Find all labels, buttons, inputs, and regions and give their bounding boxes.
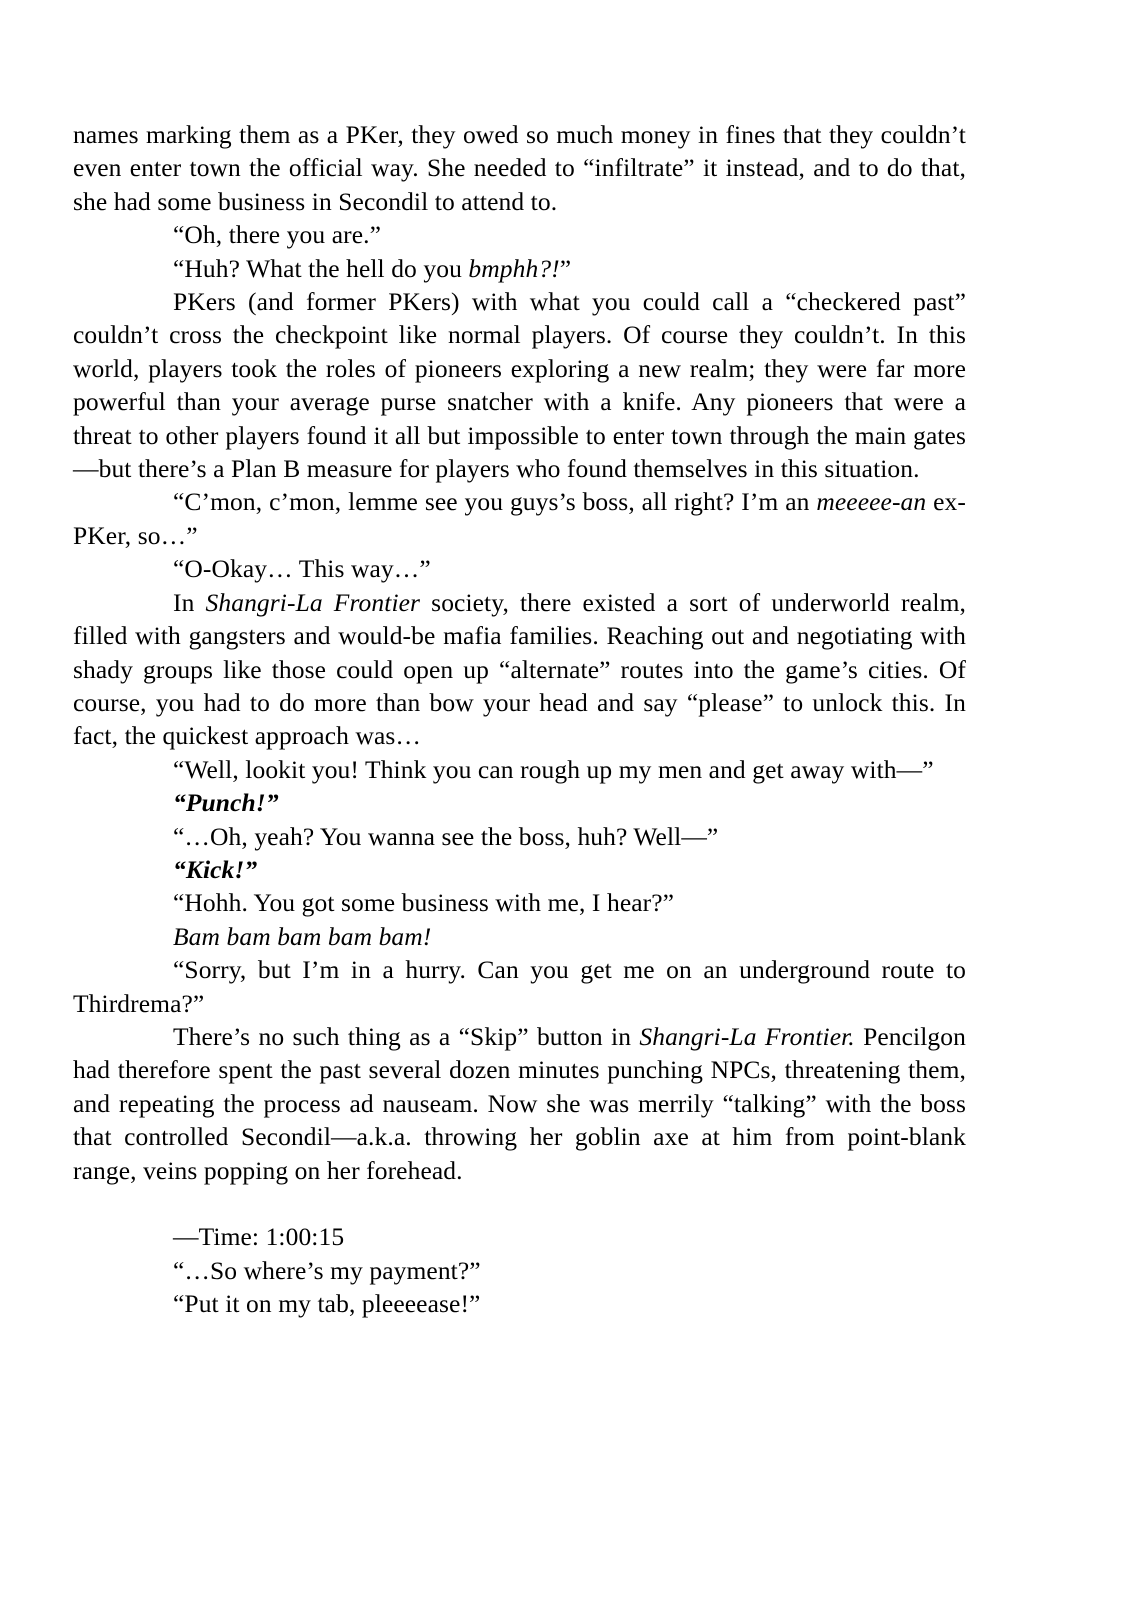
text-run: “…So where’s my payment?” [173, 1255, 481, 1285]
paragraph [73, 252, 966, 285]
text-run: “O-Okay… This way…” [173, 554, 431, 584]
paragraph [73, 586, 966, 753]
text-run: “Oh, there you are.” [173, 220, 382, 250]
paragraph [73, 218, 966, 251]
paragraph [73, 753, 966, 786]
text-run: “Sorry, but I’m in a hurry. Can you get me on an underground route to Thirdrema?” [73, 955, 966, 1018]
paragraph [73, 1254, 966, 1287]
text-run: “Huh? What the hell do you [173, 253, 469, 283]
text-run: “Put it on my tab, pleeeease!” [173, 1289, 481, 1319]
paragraph [73, 485, 966, 552]
text-run: “Hohh. You got some business with me, I hear?” [173, 888, 675, 918]
paragraph [73, 920, 966, 953]
emphasis-italic: bmphh?! [468, 253, 560, 283]
emphasis-bold-italic: “Kick!” [173, 854, 258, 884]
paragraph [73, 118, 966, 218]
paragraph [73, 953, 966, 1020]
text-run: “C’mon, c’mon, lemme see you guys’s boss, all right? I’m an [173, 487, 817, 517]
text-run: Pencilgon had therefore spent the past several dozen minutes punching NPCs, threatening them, and repeating the process ad nauseam. Now she was merrily “talking” with the boss that controlled Secondil—a.k.a. throwing her goblin axe at him from point-blank range, veins popping on her forehead. [73, 1021, 966, 1185]
text-run: ex-PKer, so…” [73, 487, 966, 550]
text-run: There’s no such thing as a “Skip” button in [173, 1021, 640, 1051]
text-run: “Well, lookit you! Think you can rough up my men and get away with—” [173, 754, 934, 784]
emphasis-italic: meeeee-an [816, 487, 927, 517]
page-text-block [73, 118, 966, 1321]
paragraph-spacer [73, 1187, 966, 1220]
emphasis-bold-italic: “Punch!” [173, 788, 279, 818]
paragraph [73, 1220, 966, 1253]
emphasis-italic: Shangri-La Frontier [205, 587, 421, 617]
paragraph [73, 786, 966, 819]
text-run: ” [559, 253, 572, 283]
text-run: PKers (and former PKers) with what you could call a “checkered past” couldn’t cross the checkpoint like normal players. Of course they couldn’t. In this world, players took the roles of pioneers exploring a new realm; they were far more powerful than your average purse snatcher with a knife. Any pioneers that were a threat to other players found it all but impossible to enter town through the main gates—but there’s a Plan B measure for players who found themselves in this situation. [73, 287, 966, 484]
paragraph [73, 1287, 966, 1320]
emphasis-italic: Bam bam bam bam bam! [173, 921, 432, 951]
emphasis-italic: Shangri-La Frontier. [639, 1021, 855, 1051]
paragraph [73, 886, 966, 919]
text-run: —Time: 1:00:15 [173, 1222, 345, 1252]
text-run: society, there existed a sort of underworld realm, filled with gangsters and would-be mafia families. Reaching out and negotiating with shady groups like those could open up “alternate” routes into the game’s cities. Of course, you had to do more than bow your head and say “please” to unlock this. In fact, the quickest approach was… [73, 587, 967, 751]
text-run: “…Oh, yeah? You wanna see the boss, huh? Well—” [173, 821, 719, 851]
paragraph [73, 820, 966, 853]
text-run: In [173, 587, 206, 617]
paragraph [73, 1020, 966, 1187]
paragraph [73, 552, 966, 585]
paragraph [73, 853, 966, 886]
paragraph [73, 285, 966, 485]
text-run: names marking them as a PKer, they owed so much money in fines that they couldn’t even enter town the official way. She needed to “infiltrate” it instead, and to do that, she had some business in Secondil to attend to. [73, 120, 966, 216]
